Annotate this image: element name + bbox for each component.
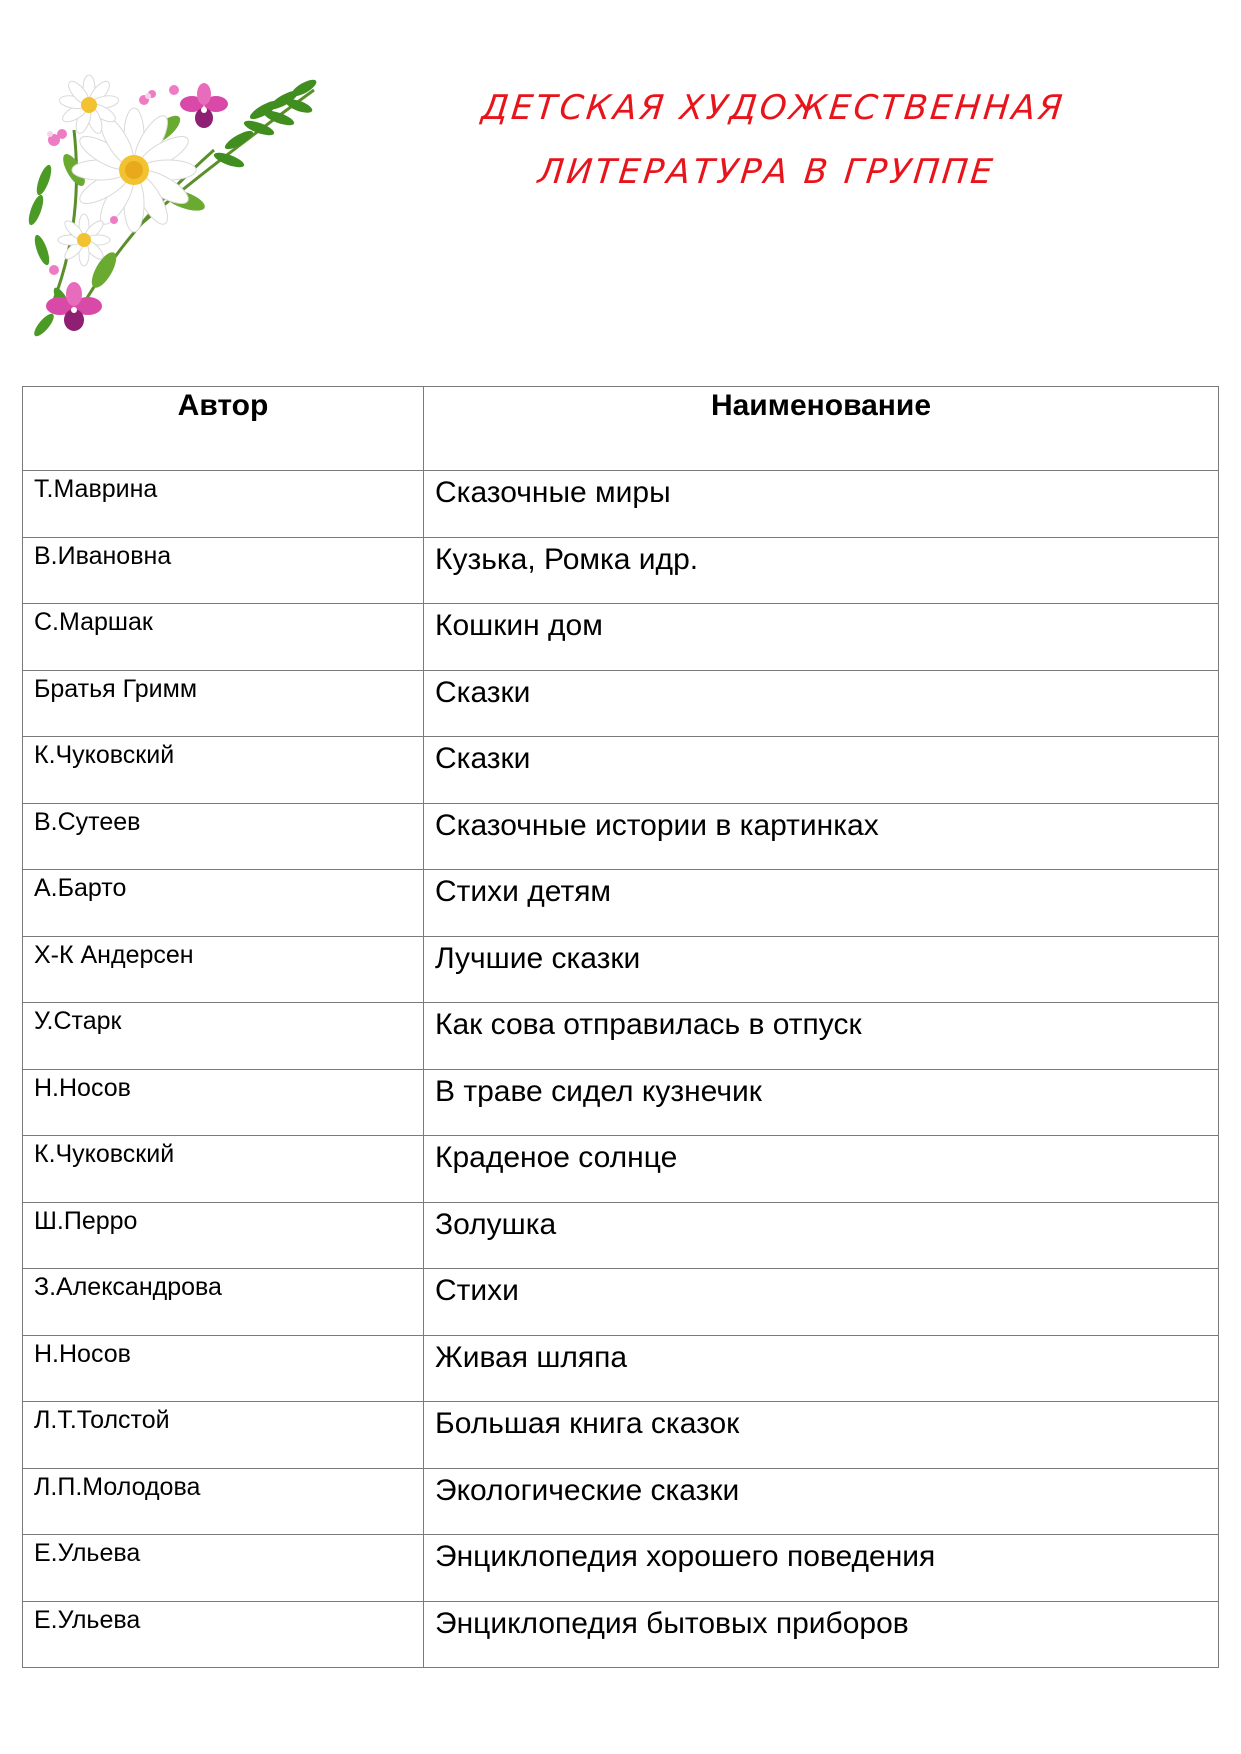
table-row: [23, 670, 1219, 737]
table-row: [23, 1335, 1219, 1402]
table-row: [23, 803, 1219, 870]
title-cell: Кошкин дом: [424, 604, 1219, 671]
books-table: [22, 386, 1219, 1668]
title-cell: Сказочные миры: [424, 471, 1219, 538]
title-cell: В траве сидел кузнечик: [424, 1069, 1219, 1136]
title-cell: Сказки: [424, 670, 1219, 737]
author-cell: У.Старк: [23, 1003, 424, 1070]
title-cell: Энциклопедия хорошего поведения: [424, 1535, 1219, 1602]
title-cell: Золушка: [424, 1202, 1219, 1269]
title-cell: Экологические сказки: [424, 1468, 1219, 1535]
author-cell: Т.Маврина: [23, 471, 424, 538]
table-row: [23, 471, 1219, 538]
title-column-header: Наименование: [424, 387, 1219, 471]
author-cell: К.Чуковский: [23, 1136, 424, 1203]
title-cell: Сказочные истории в картинках: [424, 803, 1219, 870]
table-row: [23, 1136, 1219, 1203]
author-cell: В.Сутеев: [23, 803, 424, 870]
table-row: [23, 1069, 1219, 1136]
author-cell: Е.Ульева: [23, 1601, 424, 1668]
title-line-2: ЛИТЕРАТУРА В ГРУППЕ: [536, 152, 998, 192]
table-row: [23, 870, 1219, 937]
author-cell: Л.Т.Толстой: [23, 1402, 424, 1469]
author-cell: С.Маршак: [23, 604, 424, 671]
table-row: [23, 1202, 1219, 1269]
author-cell: Ш.Перро: [23, 1202, 424, 1269]
title-cell: Как сова отправилась в отпуск: [424, 1003, 1219, 1070]
title-line-1: ДЕТСКАЯ ХУДОЖЕСТВЕННАЯ: [479, 88, 1068, 128]
title-cell: Энциклопедия бытовых приборов: [424, 1601, 1219, 1668]
table-row: [23, 1601, 1219, 1668]
table-row: [23, 936, 1219, 1003]
title-cell: Кузька, Ромка идр.: [424, 537, 1219, 604]
author-cell: К.Чуковский: [23, 737, 424, 804]
page-title: [433, 76, 1106, 204]
title-cell: Стихи детям: [424, 870, 1219, 937]
title-cell: Сказки: [424, 737, 1219, 804]
table-row: [23, 737, 1219, 804]
table-row: [23, 1003, 1219, 1070]
author-cell: Н.Носов: [23, 1069, 424, 1136]
floral-corner-icon: [14, 70, 344, 350]
title-cell: Живая шляпа: [424, 1335, 1219, 1402]
author-cell: Н.Носов: [23, 1335, 424, 1402]
title-cell: Краденое солнце: [424, 1136, 1219, 1203]
table-body: [23, 471, 1219, 1668]
author-cell: З.Александрова: [23, 1269, 424, 1336]
table-row: [23, 537, 1219, 604]
table-row: [23, 1468, 1219, 1535]
author-cell: А.Барто: [23, 870, 424, 937]
table-row: [23, 1402, 1219, 1469]
table-row: [23, 1269, 1219, 1336]
title-cell: Стихи: [424, 1269, 1219, 1336]
table-row: [23, 604, 1219, 671]
table-row: [23, 1535, 1219, 1602]
author-cell: В.Ивановна: [23, 537, 424, 604]
author-cell: Е.Ульева: [23, 1535, 424, 1602]
title-cell: Лучшие сказки: [424, 936, 1219, 1003]
title-cell: Большая книга сказок: [424, 1402, 1219, 1469]
author-column-header: Автор: [23, 387, 424, 471]
table-header-row: [23, 387, 1219, 471]
author-cell: Х-К Андерсен: [23, 936, 424, 1003]
author-cell: Братья Гримм: [23, 670, 424, 737]
author-cell: Л.П.Молодова: [23, 1468, 424, 1535]
